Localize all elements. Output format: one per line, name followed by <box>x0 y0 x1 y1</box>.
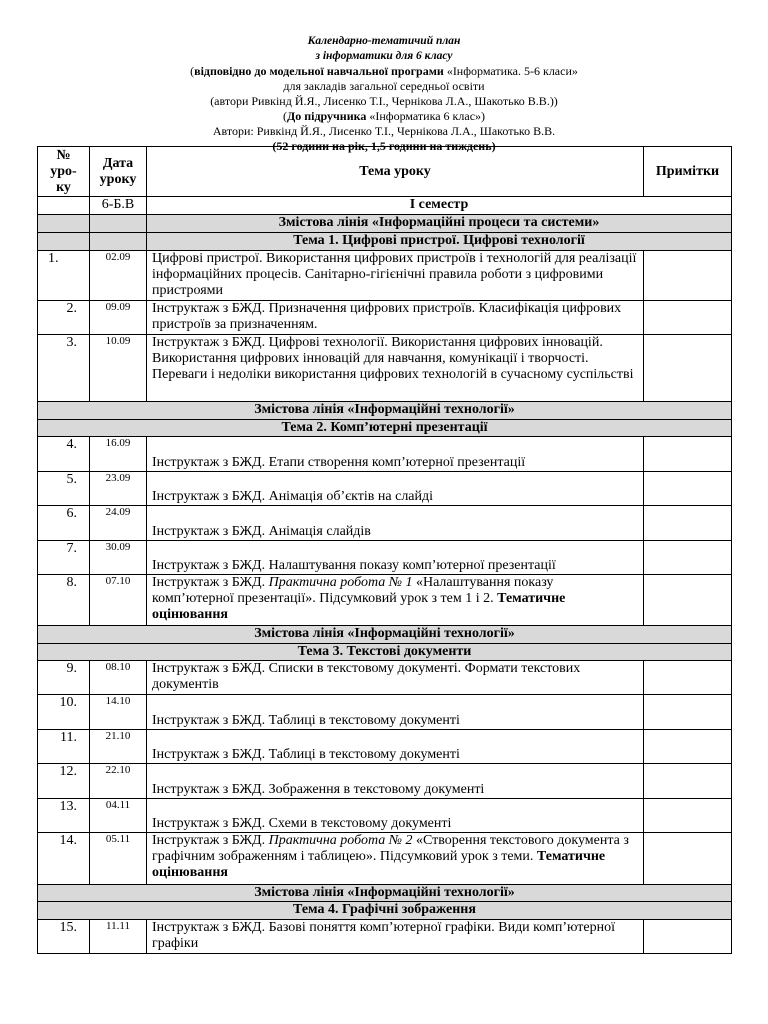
semester-row <box>38 197 732 215</box>
table-row <box>38 251 732 301</box>
section-line-row <box>38 215 732 233</box>
lesson-note <box>644 506 732 541</box>
section-topic-title: Тема 2. Комп’ютерні презентації <box>38 420 732 437</box>
lesson-topic: Інструктаж з БЖД. Таблиці в текстовому документі <box>147 730 644 764</box>
lesson-date: 09.09 <box>90 301 147 335</box>
lesson-date: 30.09 <box>90 541 147 575</box>
lesson-date: 05.11 <box>90 833 147 885</box>
hours-line: (52 години на рік, 1,5 години на тиждень) <box>272 139 496 153</box>
lesson-note <box>644 437 732 472</box>
lesson-number: 13. <box>38 799 90 833</box>
table-row <box>38 920 732 954</box>
lesson-topic: Інструктаж з БЖД. Базові поняття комп’ютерної графіки. Види комп’ютерної графіки <box>147 920 644 954</box>
lesson-note <box>644 833 732 885</box>
table-row <box>38 833 732 885</box>
lesson-note <box>644 661 732 695</box>
section-line-title: Змістова лінія «Інформаційні технології» <box>38 885 732 902</box>
table-row <box>38 506 732 541</box>
school-line: для закладів загальної середньої освіти <box>283 79 485 93</box>
section-line-title: Змістова лінія «Інформаційні технології» <box>38 626 732 644</box>
lesson-note <box>644 695 732 730</box>
lesson-note <box>644 301 732 335</box>
lesson-number: 15. <box>38 920 90 954</box>
lesson-number: 9. <box>38 661 90 695</box>
table-row <box>38 764 732 799</box>
lesson-number: 12. <box>38 764 90 799</box>
lesson-number: 10. <box>38 695 90 730</box>
lesson-note <box>644 251 732 301</box>
program-authors-line: (автори Ривкінд Й.Я., Лисенко Т.І., Чернікова Л.А., Шакотько В.В.)) <box>210 94 558 108</box>
table-row <box>38 301 732 335</box>
lesson-date: 16.09 <box>90 437 147 472</box>
textbook-authors-line: Автори: Ривкінд Й.Я., Лисенко Т.І., Чернікова Л.А., Шакотько В.В. <box>212 124 556 138</box>
lesson-topic: Інструктаж з БЖД. Анімація слайдів <box>147 506 644 541</box>
column-header-date: Дата уроку <box>90 147 147 197</box>
section-line-title: Змістова лінія «Інформаційні процеси та системи» <box>147 215 732 233</box>
section-topic-row <box>38 902 732 920</box>
lesson-date: 11.11 <box>90 920 147 954</box>
lesson-date: 02.09 <box>90 251 147 301</box>
semester-label: І семестр <box>147 197 732 215</box>
table-row <box>38 472 732 506</box>
section-topic-row <box>38 420 732 437</box>
lesson-note <box>644 575 732 626</box>
lesson-plan-table <box>37 146 732 954</box>
section-topic-title: Тема 4. Графічні зображення <box>38 902 732 920</box>
section-topic-row <box>38 233 732 251</box>
lesson-number: 4. <box>38 437 90 472</box>
lesson-topic: Інструктаж з БЖД. Зображення в текстовому документі <box>147 764 644 799</box>
lesson-number: 11. <box>38 730 90 764</box>
lesson-number: 8. <box>38 575 90 626</box>
lesson-topic: Інструктаж з БЖД. Цифрові технології. Використання цифрових інновацій. Використання цифрових інновацій для навчання, комунікації і творчості. Переваги і недоліки використання цифрових технологій в сучасному суспільстві <box>147 335 644 402</box>
lesson-number: 1. <box>38 251 90 301</box>
lesson-date: 07.10 <box>90 575 147 626</box>
textbook-line: (До підручника «Інформатика 6 клас») <box>282 109 486 123</box>
lesson-number: 2. <box>38 301 90 335</box>
table-row <box>38 437 732 472</box>
lesson-note <box>644 541 732 575</box>
lesson-date: 14.10 <box>90 695 147 730</box>
table-header-row <box>38 147 732 197</box>
lesson-note <box>644 920 732 954</box>
table-row <box>38 661 732 695</box>
lesson-date: 04.11 <box>90 799 147 833</box>
lesson-note <box>644 472 732 506</box>
section-topic-row <box>38 644 732 661</box>
lesson-date: 24.09 <box>90 506 147 541</box>
lesson-topic: Інструктаж з БЖД. Призначення цифрових пристроїв. Класифікація цифрових пристроїв за призначенням. <box>147 301 644 335</box>
lesson-date: 10.09 <box>90 335 147 402</box>
lesson-date: 23.09 <box>90 472 147 506</box>
lesson-date: 22.10 <box>90 764 147 799</box>
section-line-title: Змістова лінія «Інформаційні технології» <box>38 402 732 420</box>
lesson-date: 08.10 <box>90 661 147 695</box>
plan-title: Календарно-тематичий план <box>307 35 461 47</box>
lesson-topic: Інструктаж з БЖД. Списки в текстовому документі. Формати текстових документів <box>147 661 644 695</box>
section-line-row <box>38 402 732 420</box>
column-header-topic: Тема уроку <box>147 147 644 197</box>
table-row <box>38 799 732 833</box>
program-line: (відповідно до модельної навчальної програми «Інформатика. 5-6 класи» <box>190 64 578 78</box>
lesson-number: 3. <box>38 335 90 402</box>
lesson-topic: Інструктаж з БЖД. Анімація об’єктів на слайді <box>147 472 644 506</box>
lesson-note <box>644 335 732 402</box>
lesson-note <box>644 764 732 799</box>
document-header <box>0 34 768 154</box>
table-row <box>38 695 732 730</box>
lesson-topic: Інструктаж з БЖД. Схеми в текстовому документі <box>147 799 644 833</box>
section-line-row <box>38 885 732 902</box>
lesson-topic: Інструктаж з БЖД. Практична робота № 1 «Налаштування показу комп’ютерної презентації». Підсумковий урок з тем 1 і 2. Тематичне оцінювання <box>147 575 644 626</box>
section-topic-title: Тема 3. Текстові документи <box>38 644 732 661</box>
lesson-number: 5. <box>38 472 90 506</box>
lesson-number: 6. <box>38 506 90 541</box>
lesson-topic: Цифрові пристрої. Використання цифрових пристроїв і технологій для реалізації інформаційних процесів. Санітарно-гігієнічні правила роботи з цифровими пристроями <box>147 251 644 301</box>
column-header-num: № уро-ку <box>38 147 90 197</box>
section-topic-title: Тема 1. Цифрові пристрої. Цифрові технології <box>147 233 732 251</box>
lesson-topic: Інструктаж з БЖД. Таблиці в текстовому документі <box>147 695 644 730</box>
lesson-note <box>644 799 732 833</box>
lesson-topic: Інструктаж з БЖД. Налаштування показу комп’ютерної презентації <box>147 541 644 575</box>
lesson-topic: Інструктаж з БЖД. Практична робота № 2 «Створення текстового документа з графічним зображенням і таблицею». Підсумковий урок з теми. Тематичне оцінювання <box>147 833 644 885</box>
plan-subtitle: з інформатики для 6 класу <box>315 50 453 62</box>
lesson-date: 21.10 <box>90 730 147 764</box>
table-row <box>38 575 732 626</box>
column-header-note: Примітки <box>644 147 732 197</box>
lesson-topic: Інструктаж з БЖД. Етапи створення комп’ютерної презентації <box>147 437 644 472</box>
class-label: 6-Б.В <box>90 197 147 215</box>
table-row <box>38 335 732 402</box>
table-row <box>38 730 732 764</box>
lesson-number: 7. <box>38 541 90 575</box>
lesson-note <box>644 730 732 764</box>
lesson-plan-table-wrap <box>37 146 731 954</box>
lesson-number: 14. <box>38 833 90 885</box>
section-line-row <box>38 626 732 644</box>
table-row <box>38 541 732 575</box>
